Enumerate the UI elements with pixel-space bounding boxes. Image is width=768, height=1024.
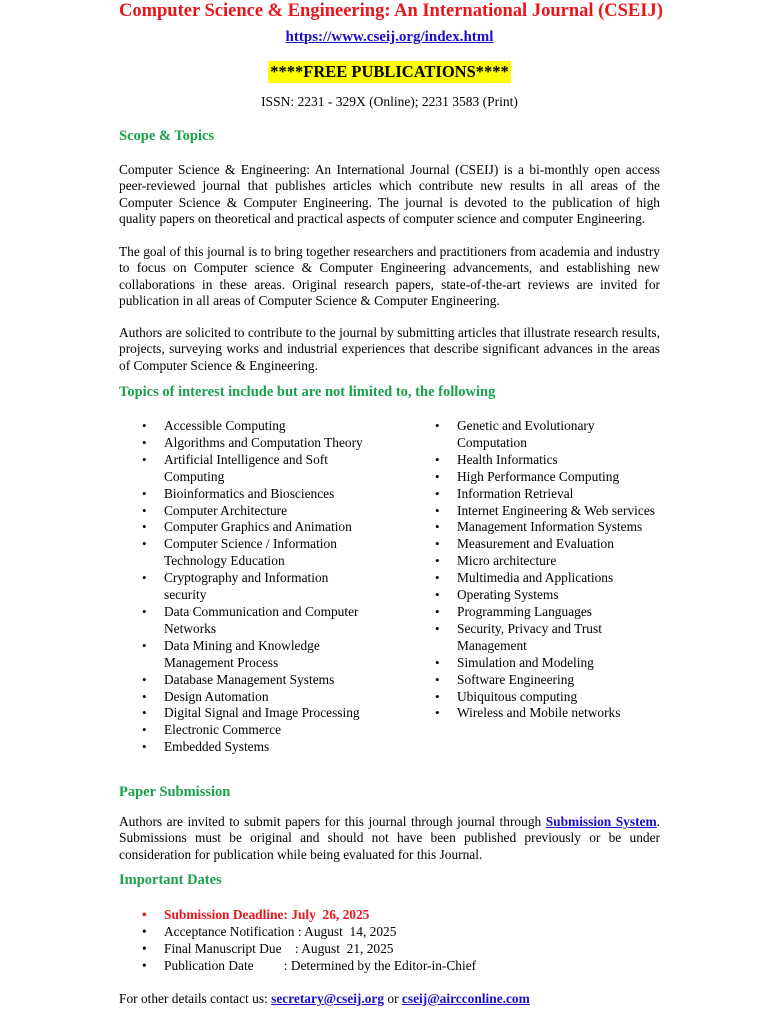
topic-item: • Operating Systems [457, 587, 662, 604]
topic-item: • Genetic and Evolutionary Computation [457, 418, 662, 452]
topic-item: • Multimedia and Applications [457, 570, 662, 587]
scope-paragraph-2: The goal of this journal is to bring together researchers and practitioners from academia and industry to focus on Computer science & Computer Engineering advancements, and establishing new collaborations in these areas. Original research papers, state-of-the-art reviews are invited for publication in all areas of Computer Science & Computer Engineering. [119, 244, 660, 309]
cseij-email-link[interactable]: cseij@aircconline.com [401, 991, 530, 1006]
topic-item: • Bioinformatics and Biosciences [164, 486, 364, 503]
dates-heading: Important Dates [119, 872, 222, 888]
topic-item: • Computer Science / Information Technology Education [164, 536, 364, 570]
submission-text-after: . Submissions must be original and should not have been published previously or be under consideration for publication while being evaluated for this Journal. [119, 814, 660, 862]
scope-heading: Scope & Topics [119, 128, 215, 144]
topic-item: • High Performance Computing [457, 469, 662, 486]
topic-item: • Simulation and Modeling [457, 655, 662, 672]
topic-item: • Artificial Intelligence and Soft Computing [164, 452, 364, 486]
topic-item: • Internet Engineering & Web services [457, 503, 662, 520]
issn-line: ISSN: 2231 - 329X (Online); 2231 3583 (Print) [261, 94, 518, 109]
topic-item: • Data Communication and Computer Networks [164, 604, 364, 638]
topic-item: • Management Information Systems [457, 519, 662, 536]
topic-item: • Design Automation [164, 689, 364, 706]
submission-text-before: Authors are invited to submit papers for this journal through journal through [119, 814, 546, 829]
free-publications-banner: ****FREE PUBLICATIONS**** [270, 62, 509, 81]
topic-item: • Embedded Systems [164, 739, 364, 756]
topics-heading: Topics of interest include but are not limited to, the following [119, 384, 496, 400]
contact-text: For other details contact us: [119, 991, 272, 1006]
free-publications-banner-wrap [119, 61, 660, 83]
submission-paragraph [119, 814, 660, 863]
journal-url-link[interactable]: https://www.cseij.org/index.html [285, 29, 494, 45]
publication-date: • Publication Date : Determined by the Editor-in-Chief [164, 957, 644, 974]
topic-item: • Security, Privacy and Trust Management [457, 621, 662, 655]
topic-item: • Database Management Systems [164, 672, 364, 689]
submission-heading: Paper Submission [119, 784, 231, 800]
topic-item: • Measurement and Evaluation [457, 536, 662, 553]
topic-item: • Electronic Commerce [164, 722, 364, 739]
contact-or: or [384, 991, 402, 1006]
topics-list-right [457, 418, 662, 722]
scope-paragraph-1: Computer Science & Engineering: An International Journal (CSEIJ) is a bi-monthly open access peer-reviewed journal that publishes articles which contribute new results in all areas of the Computer Science & Computer Engineering. The journal is devoted to the publication of high quality papers on theoretical and practical aspects of computer science and computer Engineering. [119, 162, 660, 227]
topic-item: • Cryptography and Information security [164, 570, 364, 604]
topic-item: • Micro architecture [457, 553, 662, 570]
final-manuscript-due: • Final Manuscript Due : August 21, 2025 [164, 940, 644, 957]
topic-item: • Ubiquitous computing [457, 689, 662, 706]
journal-title: Computer Science & Engineering: An International Journal (CSEIJ) [119, 1, 663, 21]
submission-deadline: • Submission Deadline: July 26, 2025 [164, 906, 644, 923]
topic-item: • Algorithms and Computation Theory [164, 435, 364, 452]
topic-item: • Data Mining and Knowledge Management Process [164, 638, 364, 672]
topic-item: • Health Informatics [457, 452, 662, 469]
topic-item: • Computer Architecture [164, 503, 364, 520]
secretary-email-link[interactable]: secretary@cseij.org [271, 991, 385, 1006]
topics-list-left [164, 418, 364, 756]
journal-url [119, 29, 660, 46]
submission-system-link[interactable]: Submission System [545, 814, 657, 829]
topic-item: • Digital Signal and Image Processing [164, 705, 364, 722]
topic-item: • Wireless and Mobile networks [457, 705, 662, 722]
dates-list [164, 906, 644, 974]
contact-line [119, 991, 530, 1007]
topic-item: • Computer Graphics and Animation [164, 519, 364, 536]
topic-item: • Programming Languages [457, 604, 662, 621]
scope-paragraph-3: Authors are solicited to contribute to the journal by submitting articles that illustrate research results, projects, surveying works and industrial experiences that describe significant advances in the areas of Computer Science & Engineering. [119, 325, 660, 373]
topic-item: • Software Engineering [457, 672, 662, 689]
topic-item: • Accessible Computing [164, 418, 364, 435]
acceptance-notification: • Acceptance Notification : August 14, 2025 [164, 923, 644, 940]
topic-item: • Information Retrieval [457, 486, 662, 503]
